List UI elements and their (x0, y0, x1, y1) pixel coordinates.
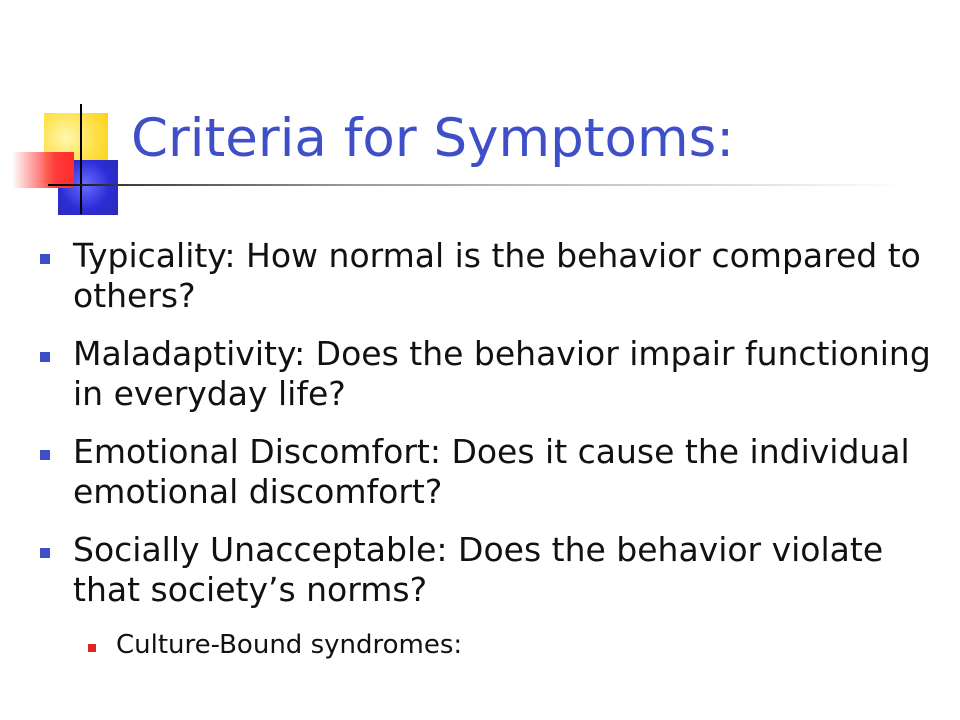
bullet-square-icon (40, 254, 50, 264)
bullet-text: Socially Unacceptable: Does the behavior violate that society’s norms? (73, 530, 884, 609)
bullet-square-icon (40, 450, 50, 460)
red-square-shape (12, 152, 74, 188)
bullet-square-icon (40, 548, 50, 558)
bullet-item (30, 334, 940, 414)
vertical-rule (80, 104, 82, 214)
bullet-list (30, 236, 940, 662)
sub-bullet-text: Culture-Bound syndromes: (116, 630, 463, 660)
sub-bullet-square-icon (88, 644, 96, 652)
bullet-square-icon (40, 352, 50, 362)
slide-logo-decoration (0, 0, 140, 230)
bullet-item (30, 432, 940, 512)
slide-title: Criteria for Symptoms: (131, 108, 735, 169)
bullet-item (30, 530, 940, 610)
bullet-text: Emotional Discomfort: Does it cause the individual emotional discomfort? (73, 432, 910, 511)
sub-bullet-item (30, 628, 940, 662)
bullet-text: Typicality: How normal is the behavior compared to others? (73, 236, 921, 315)
bullet-item (30, 236, 940, 316)
bullet-text: Maladaptivity: Does the behavior impair functioning in everyday life? (73, 334, 931, 413)
title-underline (48, 184, 908, 186)
